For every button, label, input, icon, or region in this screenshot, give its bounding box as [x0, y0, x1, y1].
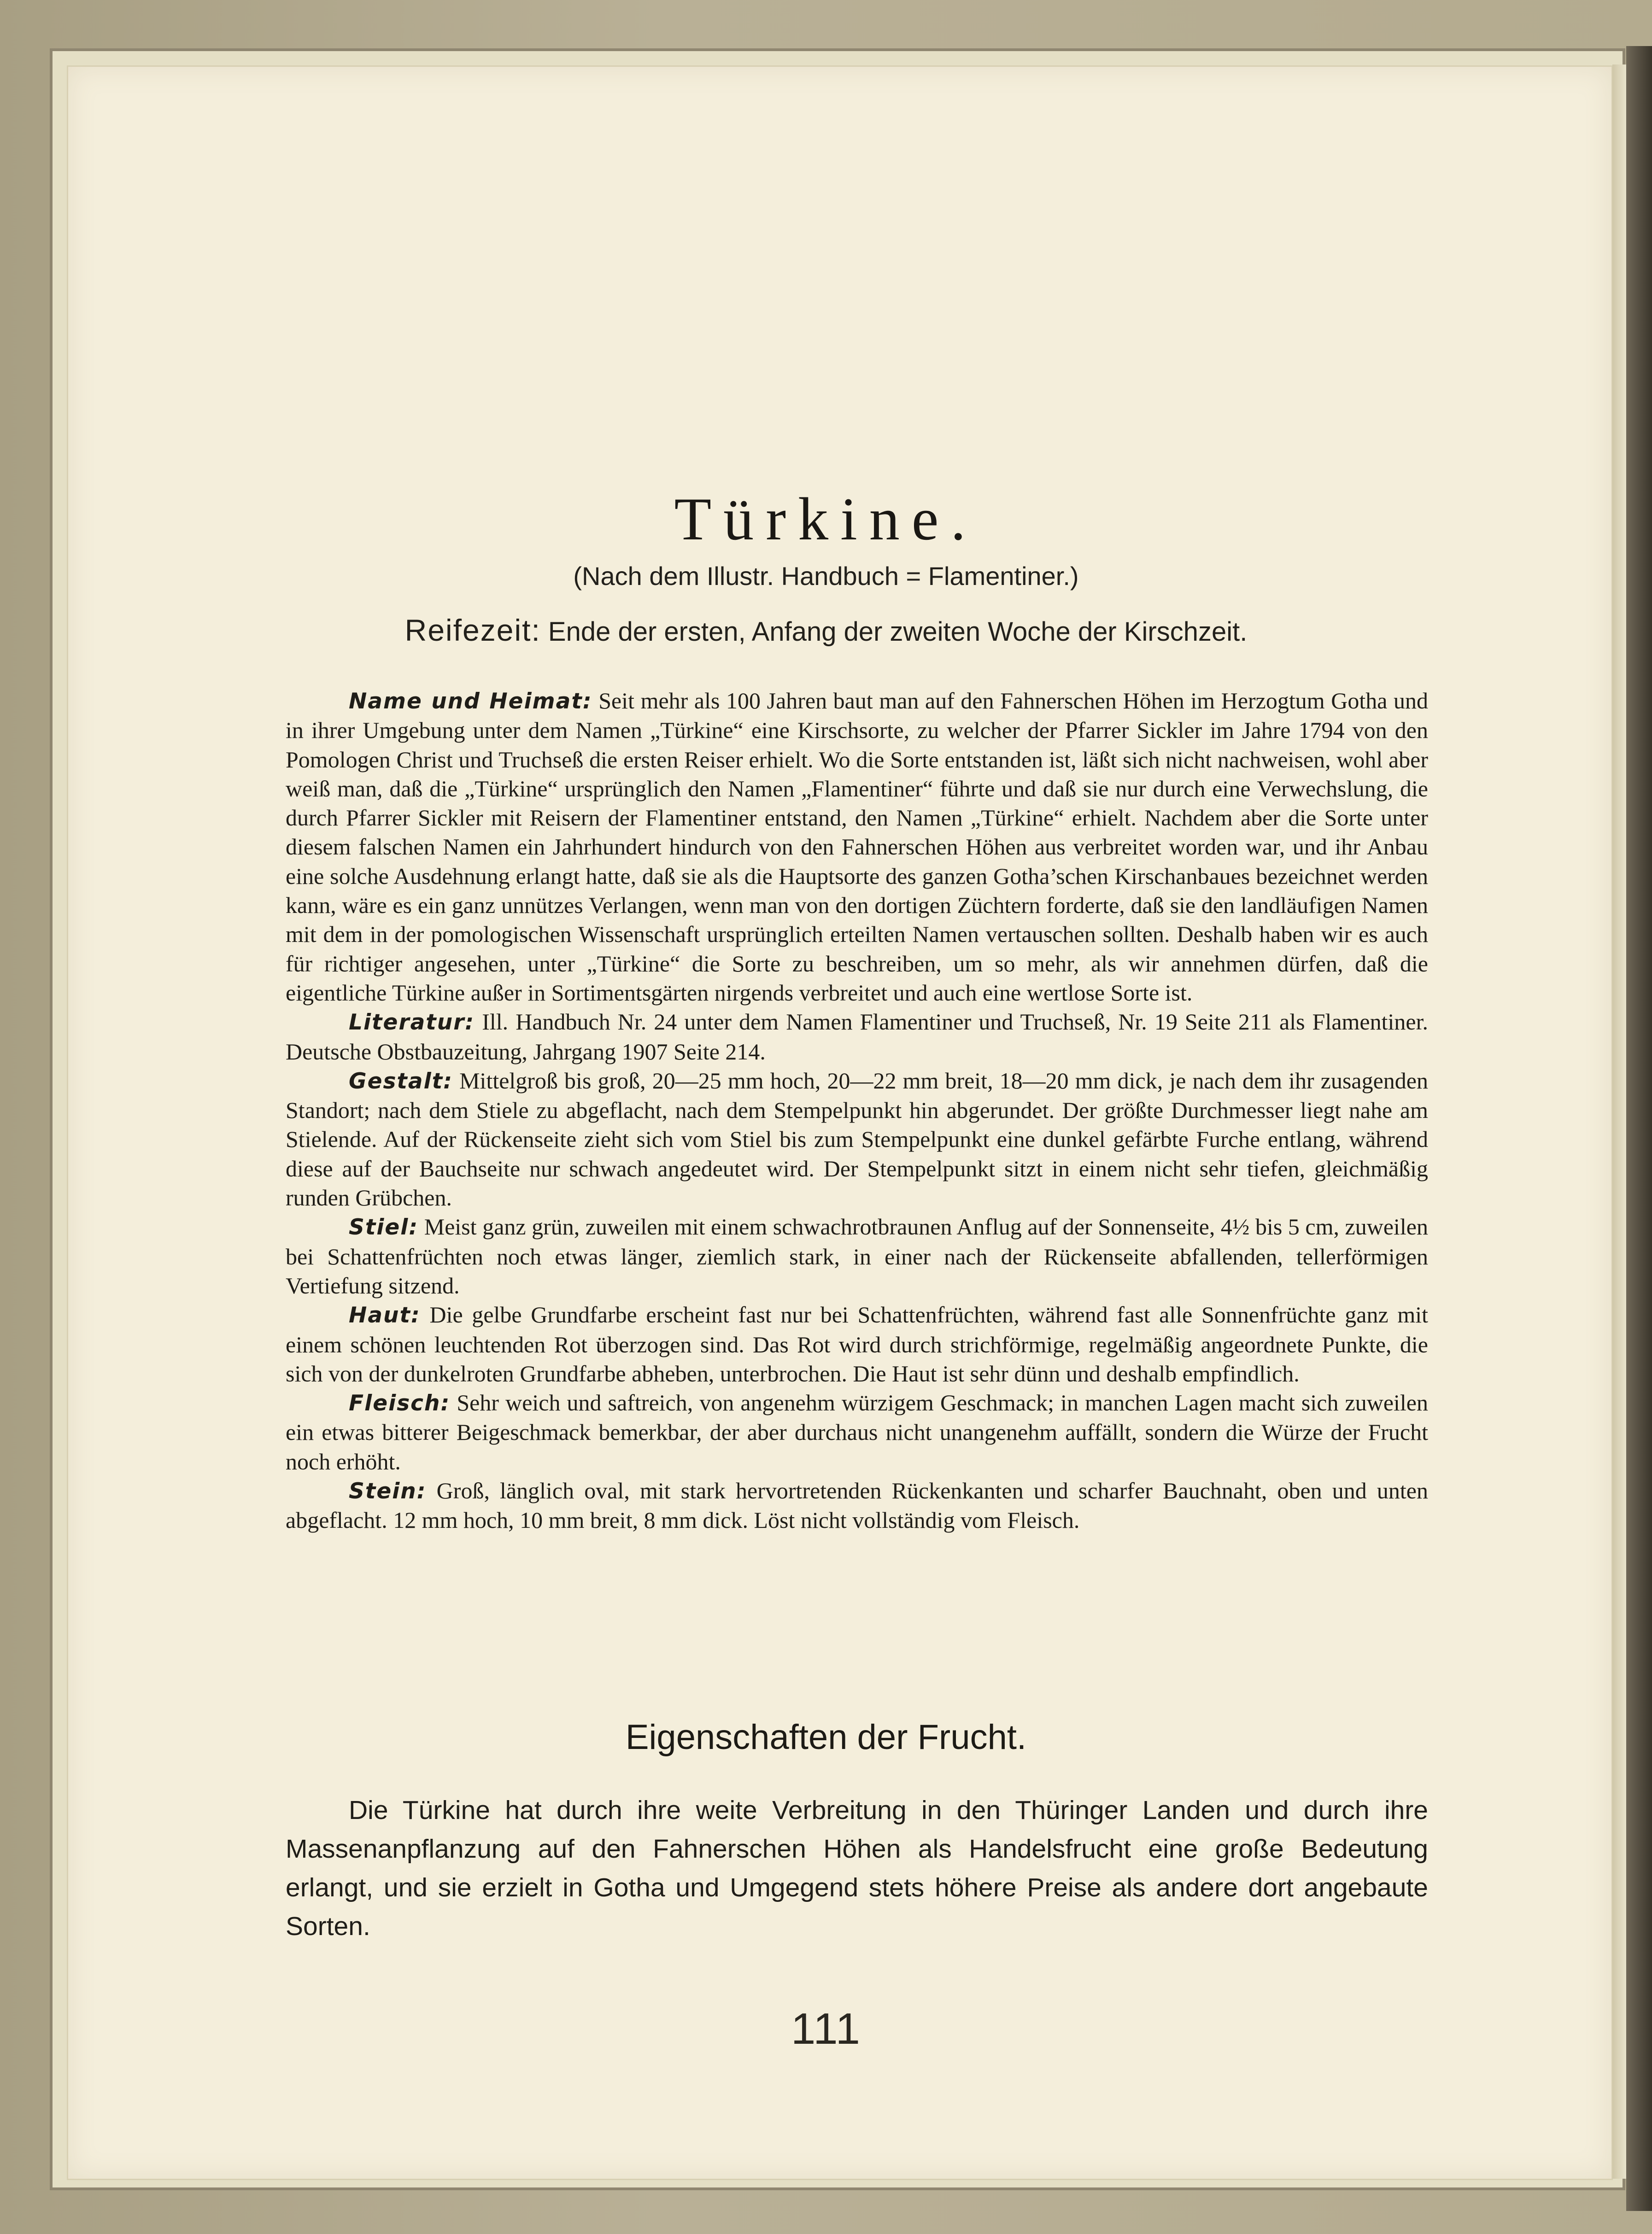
section-fleisch: [286, 1388, 1428, 1476]
page-edge: [1612, 64, 1626, 2179]
section-name-heimat: [286, 686, 1428, 1007]
section-text: Die gelbe Grundfarbe erscheint fast nur bei Schattenfrüchten, während fast alle Sonnenfrüchte ganz mit einem schönen leuchtenden Rot überzogen sind. Das Rot wird durch strichförmige, regelmäßig angeordnete Punkte, die sich von der dunkelroten Grundfarbe abheben, unterbrochen. Die Haut ist sehr dünn und deshalb empfindlich.: [286, 1302, 1428, 1386]
section-heading: Stiel:: [349, 1215, 419, 1240]
section-text: Ill. Handbuch Nr. 24 unter dem Namen Flamentiner und Truchseß, Nr. 19 Seite 211 als Flamentiner. Deutsche Obstbauzeitung, Jahrgang 1907 Seite 214.: [286, 1009, 1428, 1064]
section-gestalt: [286, 1066, 1428, 1212]
reifezeit-label: Reifezeit:: [404, 613, 541, 647]
section-heading: Literatur:: [349, 1010, 475, 1035]
section-title-eigenschaften: Eigenschaften der Frucht.: [625, 1718, 1027, 1757]
section-text: Seit mehr als 100 Jahren baut man auf den Fahnerschen Höhen im Herzogtum Gotha und in ihrer Umgebung unter dem Namen „Türkine“ eine Kirschsorte, zu welcher der Pfarrer Sickler im Jahre 1794 von den Pomologen Christ und Truchseß die ersten Reiser erhielt. Wo die Sorte entstanden ist, läßt sich nicht nachweisen, wohl aber weiß man, daß die „Türkine“ ursprünglich den Namen „Flamentiner“ führte und daß sie nur durch eine Verwechslung, die durch Pfarrer Sickler mit Reisern der Flamentiner entstand, den Namen „Türkine“ erhielt. Nachdem aber die Sorte unter diesem falschen Namen ein Jahrhundert hindurch von den Fahnerschen Höhen aus verbreitet worden war, und ihr Anbau eine solche Ausdehnung erlangt hatte, daß sie als die Hauptsorte des ganzen Gotha’schen Kirschanbaues bezeichnet werden kann, wäre es ein ganz unnützes Verlangen, wenn man von den dortigen Züchtern forderte, daß sie den landläufigen Namen mit dem in der pomologischen Wissenschaft ursprünglich erteilten Namen vertauschen sollten. Deshalb haben wir es auch für richtiger angesehen, unter „Türkine“ die Sorte zu beschreiben, um so mehr, als wir annehmen dürfen, daß die eigentliche Türkine außer in Sortimentsgärten nirgends verbreitet und auch eine wertlose Sorte ist.: [286, 688, 1428, 1006]
page-title: Türkine.: [674, 485, 978, 553]
section-haut: [286, 1300, 1428, 1388]
description-body: [286, 686, 1428, 1535]
section-literatur: [286, 1007, 1428, 1066]
page-number: 111: [791, 2004, 861, 2053]
reifezeit-text: Ende der ersten, Anfang der zweiten Woche der Kirschzeit.: [540, 617, 1248, 647]
section-stiel: [286, 1212, 1428, 1300]
page-subtitle: (Nach dem Illustr. Handbuch = Flamentiner.): [573, 561, 1079, 591]
section-heading: Stein:: [349, 1479, 427, 1504]
section-heading: Name und Heimat:: [349, 689, 592, 714]
section-text: Sehr weich und saftreich, von angenehm würzigem Geschmack; in manchen Lagen macht sich zuweilen ein etwas bitterer Beigeschmack bemerkbar, der aber durchaus nicht unangenehm auffällt, sondern die Würze der Frucht noch erhöht.: [286, 1390, 1428, 1474]
closing-paragraph: Die Türkine hat durch ihre weite Verbreitung in den Thüringer Landen und durch ihre Massenanpflanzung auf den Fahnerschen Höhen als Handelsfrucht eine große Bedeutung erlangt, und sie erzielt in Gotha und Umgegend stets höhere Preise als andere dort angebaute Sorten.: [286, 1795, 1428, 1941]
section-text: Mittelgroß bis groß, 20—25 mm hoch, 20—22 mm breit, 18—20 mm dick, je nach dem ihr zusagenden Standort; nach dem Stiele zu abgeflacht, nach dem Stempelpunkt hin abgerundet. Der größte Durchmesser liegt nahe am Stielende. Auf der Rückenseite zieht sich vom Stiel bis zum Stempelpunkt eine dunkel gefärbte Furche entlang, während diese auf der Bauchseite nur schwach angedeutet wird. Der Stempelpunkt sitzt in einem nicht sehr tiefen, gleichmäßig runden Grübchen.: [286, 1067, 1428, 1211]
section-text: Groß, länglich oval, mit stark hervortretenden Rückenkanten und scharfer Bauchnaht, oben und unten abgeflacht. 12 mm hoch, 10 mm breit, 8 mm dick. Löst nicht vollständig vom Fleisch.: [286, 1478, 1428, 1533]
binding-edge: [1626, 46, 1652, 2211]
section-heading: Fleisch:: [349, 1391, 451, 1416]
section-heading: Haut:: [349, 1303, 421, 1328]
reifezeit-line: [0, 613, 1652, 648]
section-stein: [286, 1476, 1428, 1535]
section-text: Meist ganz grün, zuweilen mit einem schwachrotbraunen Anflug auf der Sonnenseite, 4½ bis 5 cm, zuweilen bei Schattenfrüchten noch etwas länger, ziemlich stark, in einer nach der Rückenseite abfallenden, tellerförmigen Vertiefung sitzend.: [286, 1214, 1428, 1298]
section-heading: Gestalt:: [349, 1068, 453, 1094]
